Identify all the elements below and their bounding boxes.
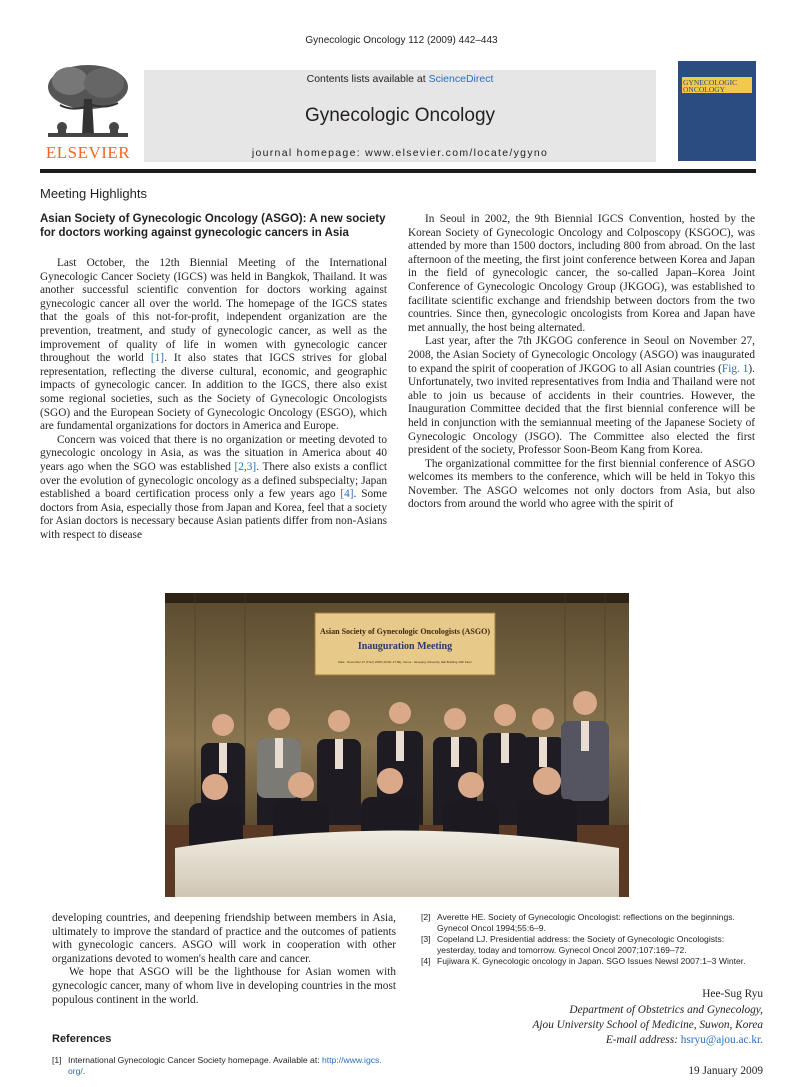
text-span: . There also exists a conflict over the evolution of gynecologic oncology as a defined subspecialty; Japan established a board certification process only a few years ago: [40, 460, 387, 501]
reference-item: [421, 912, 763, 934]
text-span: International Gynecologic Cancer Society homepage. Available at:: [68, 1055, 322, 1065]
journal-citation: Gynecologic Oncology 112 (2009) 442–443: [305, 35, 498, 46]
text-span: org/: [68, 1066, 83, 1076]
reference-link[interactable]: [4]: [340, 488, 354, 501]
photo-illustration: [165, 593, 629, 897]
paragraph: We hope that ASGO will be the lighthouse for Asian women with gynecologic cancer, many of whom live in developing countries in the most populous continent in the world.: [52, 966, 396, 1006]
author-name: Hee-Sug Ryu: [702, 988, 763, 1000]
journal-banner: [144, 70, 656, 162]
reference-link[interactable]: [2,3]: [234, 460, 257, 473]
author-department: [569, 1004, 763, 1016]
text-span: Department of Obstetrics and Gynecology,: [569, 1004, 763, 1016]
email-label: E-mail address:: [605, 1034, 678, 1046]
cover-title: GYNECOLOGIC ONCOLOGY: [683, 78, 738, 94]
reference-item: [421, 934, 763, 956]
text-span: Concern was voiced that there is no organization or meeting devoted to gynecologic oncology in Asia, as was the situation in America about 40 years ago when the SGO was established: [40, 433, 387, 473]
paragraph: [408, 335, 755, 457]
paragraph: [40, 257, 387, 434]
sciencedirect-link[interactable]: ScienceDirect: [428, 73, 494, 85]
text-span: ). Unfortunately, two invited representatives from India and Thailand were not able to join us because of accidents in their countries. However, the Inauguration Committee decided that the first biennial conference will be held in conjunction with the semiannual meeting of the Japanese Society of Gynecologic Oncology (JSGO). The Committee also elected the first president of the society, Professor Soon-Beom Kang from Korea.: [408, 362, 756, 457]
publisher-name: ELSEVIER: [45, 143, 131, 162]
article-title: Asian Society of Gynecologic Oncology (ASGO): A new society for doctors working against gynecologic cancers in Asia: [40, 213, 386, 239]
paragraph: [40, 434, 387, 543]
text-span: . It also states that IGCS strives for global representation, reflecting the diverse cultural, economic, and geographic impacts of gynecologic cancer. In addition to the IGCS, there also exist some regional societies, such as the Society of Gynecologic Oncologists (SGO) and the European Society of Gynecologic Oncology (ESGO), which are fundamental organizations for doctors in America and Europe.: [40, 352, 387, 433]
text-span: Last October, the 12th Biennial Meeting of the International Gynecologic Cancer Society (IGCS) was held in Bangkok, Thailand. It was another successful scientific convention for doctors working against gynecologic cancer all over the world. The homepage of the IGCS states that the goals of this not-for-profit, independent organization are the prevention, treatment, and study of gynecologic cancer, as well as the improvement of quality of life in women with gynecologic cancer throughout the world: [40, 257, 387, 365]
bottom-left-column: [52, 912, 396, 1007]
group-photo: [165, 593, 629, 897]
meeting-table: [175, 831, 619, 898]
reference-number: [2]: [421, 912, 431, 922]
reference-text: Fujiwara K. Gynecologic oncology in Japan. SGO Issues Newsl 2007:1–3 Winter.: [437, 956, 746, 966]
reference-number: [1]: [52, 1055, 62, 1065]
journal-header: [40, 61, 756, 163]
reference-item: [52, 1055, 398, 1077]
banner-line3: Date : November 27 (Thur) 2008 (16:00~17:00), Venue : Hanyang University Hall Building 10th Floor: [338, 660, 472, 664]
text-span: Ajou University School of Medicine, Suwon, Korea: [532, 1019, 763, 1031]
contents-line: [144, 73, 656, 85]
journal-cover: [678, 61, 756, 161]
reference-item: [421, 956, 763, 967]
paragraph: In Seoul in 2002, the 9th Biennial IGCS Convention, hosted by the Korean Society of Gynecologic Oncology and Colposcopy (KSGOC), was attended by more than 1500 doctors, including 800 from abroad. On the last afternoon of the meeting, the first joint conference between Korea and Japan in the field of gynecologic cancer, the so-called Japan–Korea Joint Conference of Gynecologic Oncology Group (JKGOG), was established to facilitate scientific exchange and friendship between doctors from the two countries. Since then, gynecologic oncologists from Korea and Japan have met annually, the host being alternated.: [408, 213, 755, 334]
references-heading: References: [52, 1033, 112, 1045]
email-link[interactable]: hsryu@ajou.ac.kr.: [680, 1034, 763, 1046]
reference-link[interactable]: [1]: [150, 352, 165, 365]
text-span: . Some doctors from Asia, especially those from Japan and Korea, feel that a society for Asian doctors is necessary because Asian patients differ from non-Asians with respect to disease: [40, 488, 387, 541]
header-rule: [40, 169, 756, 173]
article-date: 19 January 2009: [688, 1065, 763, 1077]
banner-line1: Asian Society of Gynecologic Oncologists (ASGO): [320, 627, 490, 636]
section-label: Meeting Highlights: [40, 186, 147, 201]
left-column: [40, 257, 387, 542]
paragraph: developing countries, and deepening friendship between members in Asia, ultimately to improve the standard of practice and the outcomes of patients with gynecologic cancers. ASGO will work in cooperation with other organizations devoted to women's health care and cancer.: [52, 912, 396, 965]
figure-link[interactable]: Fig. 1: [721, 362, 749, 375]
elsevier-logo: [40, 61, 136, 163]
tree-icon: [40, 61, 136, 143]
paragraph: The organizational committee for the first biennial conference of ASGO welcomes its members to the conference, which will be held in Tokyo this November. The ASGO welcomes not only doctors from Asia, but also doctors from around the world who agree with the spirit of: [408, 457, 755, 511]
author-email: [606, 1034, 763, 1046]
banner-line2: Inauguration Meeting: [357, 641, 453, 652]
right-column: [408, 213, 755, 512]
reference-text: Averette HE. Society of Gynecologic Oncologist: reflections on the beginnings. Gynecol Oncol 1994;55:6–9.: [437, 912, 735, 933]
reference-text: Copeland LJ. Presidential address: the Society of Gynecologic Oncologists: yesterday, today and tomorrow. Gynecol Oncol 2007;107:169–72.: [437, 934, 725, 955]
contents-prefix: Contents lists available at: [306, 73, 429, 85]
reference-text: International Gynecologic Cancer Society homepage. Available at: http://www.igcs. org/.: [68, 1055, 382, 1076]
reference-number: [3]: [421, 934, 431, 944]
reference-number: [4]: [421, 956, 431, 966]
text-span: Last year, after the 7th JKGOG conference in Seoul on November 27, 2008, the Asian Society of Gynecologic Oncology (ASGO) was inaugurated to expand the spirit of cooperation of JKGOG to all Asian countries (: [408, 335, 755, 375]
author-institution: [533, 1019, 764, 1031]
text-span: http://www.igcs.: [322, 1055, 382, 1065]
journal-homepage[interactable]: journal homepage: www.elsevier.com/locate/ygyno: [251, 147, 549, 159]
journal-title: Gynecologic Oncology: [304, 105, 496, 126]
